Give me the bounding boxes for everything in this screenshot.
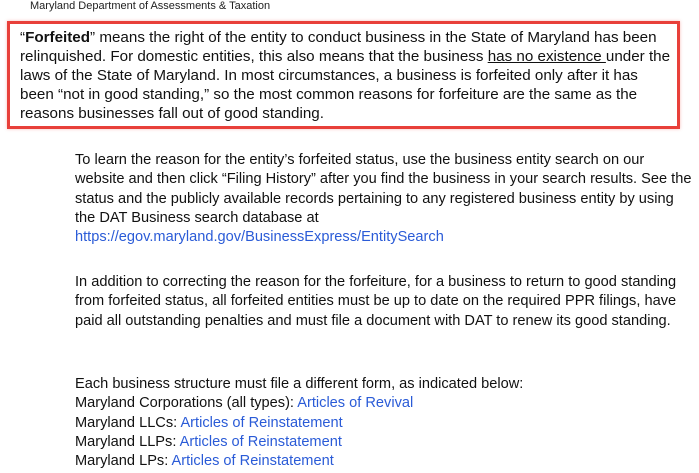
form-label-llcs: Maryland LLCs:	[75, 414, 181, 431]
llc-reinstatement-link[interactable]: Articles of Reinstatement	[180, 414, 343, 431]
form-label-llps: Maryland LLPs:	[75, 433, 180, 450]
term-forfeited: Forfeited	[25, 29, 91, 46]
underlined-phrase: has no existence	[487, 48, 606, 65]
list-item	[75, 433, 695, 452]
filing-history-text: To learn the reason for the entity’s forfeited status, use the business entity search on our website and then click “Filing History” after you find the business in your search results. See the status and the publicly available records pertaining to any registered business entity by using the DAT Business search database at	[75, 152, 692, 226]
forfeited-definition	[20, 28, 672, 123]
list-item	[75, 394, 695, 413]
list-item	[75, 452, 695, 471]
forms-list	[75, 375, 695, 471]
form-label-corporations: Maryland Corporations (all types):	[75, 395, 298, 412]
open-quote: “	[20, 29, 26, 46]
llp-reinstatement-link[interactable]: Articles of Reinstatement	[179, 433, 342, 450]
articles-of-revival-link[interactable]: Articles of Revival	[297, 395, 414, 412]
reinstatement-paragraph	[75, 273, 695, 331]
reinstatement-text: In addition to correcting the reason for the forfeiture, for a business to return to good standing from forfeited status, all forfeited entities must be up to date on the required PPR filings, have paid all outstanding penalties and must file a document with DAT to renew its good standing.	[75, 274, 677, 329]
form-label-lps: Maryland LPs:	[75, 453, 172, 470]
entity-search-link[interactable]: https://egov.maryland.gov/BusinessExpress/EntitySearch	[75, 229, 444, 246]
definition-text-2: under the laws of the State of Maryland. In most circumstances, a business is forfeited only after it has been “not in good standing,” so the most common reasons for forfeiture are the same as the reasons businesses fall out of good standing.	[20, 48, 671, 122]
filing-history-paragraph	[75, 151, 695, 247]
list-item	[75, 414, 695, 433]
definition-text-1: ” means the right of the entity to conduct business in the State of Maryland has been relinquished. For domestic entities, this also means that the business	[20, 29, 657, 65]
agency-header: Maryland Department of Assessments & Taxation	[30, 0, 271, 12]
forms-intro: Each business structure must file a different form, as indicated below:	[75, 376, 524, 392]
lp-reinstatement-link[interactable]: Articles of Reinstatement	[171, 453, 334, 470]
